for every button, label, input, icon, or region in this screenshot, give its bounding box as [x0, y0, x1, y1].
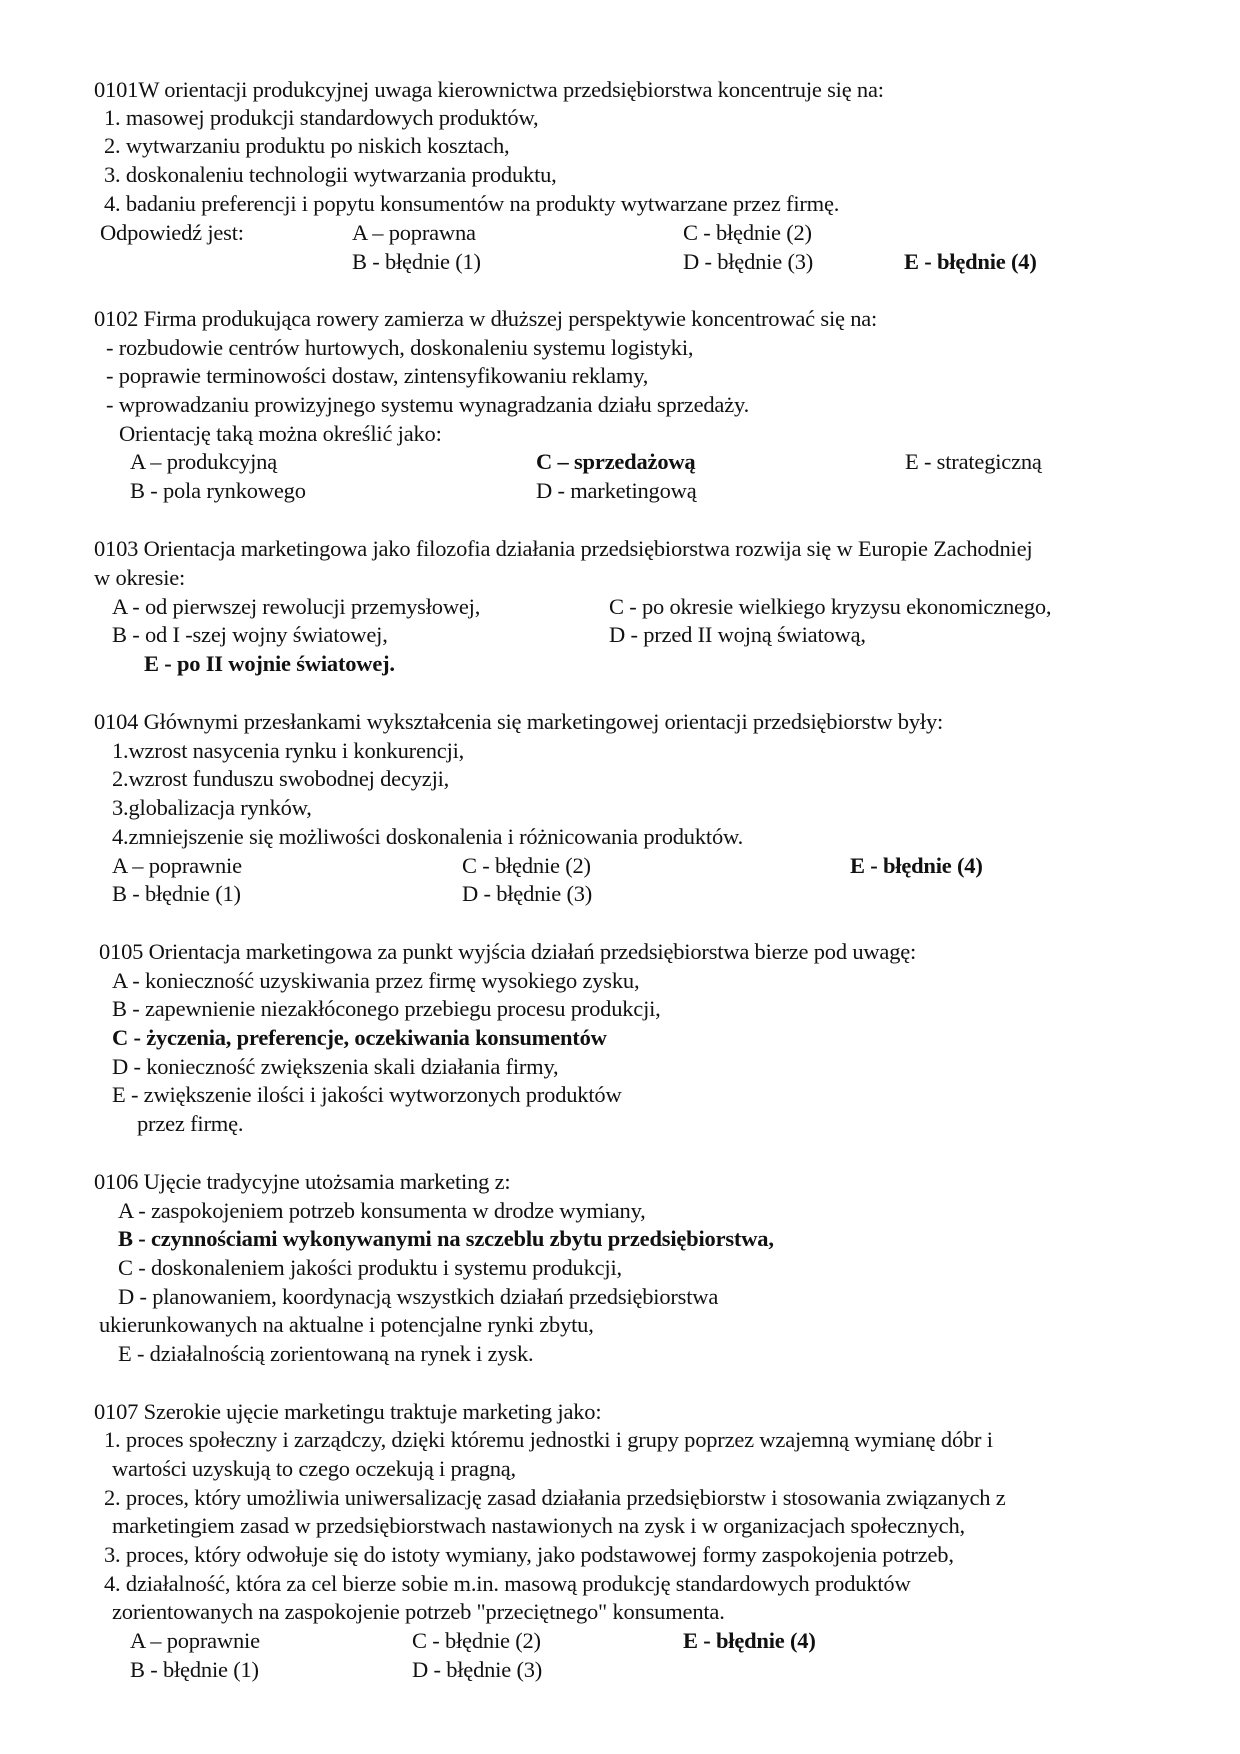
- question-item: 1. masowej produkcji standardowych produktów,: [104, 105, 539, 130]
- question-stem: 0105 Orientacja marketingowa za punkt wyjścia działań przedsiębiorstwa bierze pod uwagę:: [99, 939, 917, 964]
- answer-option: A – produkcyjną: [130, 449, 277, 474]
- question-stem: 0101W orientacji produkcyjnej uwaga kierownictwa przedsiębiorstwa koncentruje się na:: [94, 77, 884, 102]
- answer-option: D - planowaniem, koordynacją wszystkich działań przedsiębiorstwa: [118, 1284, 719, 1309]
- answer-label: Odpowiedź jest:: [100, 220, 244, 245]
- correct-answer: B - czynnościami wykonywanymi na szczeblu zbytu przedsiębiorstwa,: [118, 1226, 774, 1251]
- answer-option: D - błędnie (3): [412, 1657, 543, 1682]
- answer-option: D - przed II wojną światową,: [609, 622, 866, 647]
- question-item-continued: wartości uzyskują to czego oczekują i pragną,: [112, 1456, 516, 1481]
- correct-answer: E - błędnie (4): [683, 1628, 816, 1653]
- question-stem: 0104 Głównymi przesłankami wykształcenia się marketingowej orientacji przedsiębiorstw były:: [94, 709, 944, 734]
- question-stem: 0103 Orientacja marketingowa jako filozofia działania przedsiębiorstwa rozwija się w Europie Zachodniej: [94, 536, 1033, 561]
- answer-option: B - od I -szej wojny światowej,: [112, 622, 388, 647]
- question-item: 4.zmniejszenie się możliwości doskonalenia i różnicowania produktów.: [112, 824, 744, 849]
- answer-option: A - od pierwszej rewolucji przemysłowej,: [112, 594, 481, 619]
- question-item: - rozbudowie centrów hurtowych, doskonaleniu systemu logistyki,: [106, 335, 694, 360]
- answer-option-continued: ukierunkowanych na aktualne i potencjalne rynki zbytu,: [99, 1312, 594, 1337]
- answer-option: C - błędnie (2): [412, 1628, 541, 1653]
- answer-option: B - błędnie (1): [130, 1657, 259, 1682]
- answer-option: D - błędnie (3): [683, 249, 814, 274]
- question-item: 2. wytwarzaniu produktu po niskich kosztach,: [104, 133, 510, 158]
- answer-option: D - marketingową: [536, 478, 697, 503]
- answer-option: E - strategiczną: [905, 449, 1042, 474]
- question-item: 4. badaniu preferencji i popytu konsumentów na produkty wytwarzane przez firmę.: [104, 191, 840, 216]
- question-item-continued: zorientowanych na zaspokojenie potrzeb "przeciętnego" konsumenta.: [112, 1599, 725, 1624]
- question-item: 3. doskonaleniu technologii wytwarzania produktu,: [104, 162, 557, 187]
- question-item: 2.wzrost funduszu swobodnej decyzji,: [112, 766, 450, 791]
- question-item: 4. działalność, która za cel bierze sobie m.in. masową produkcję standardowych produktów: [104, 1571, 911, 1596]
- answer-option: D - błędnie (3): [462, 881, 593, 906]
- answer-option: C - doskonaleniem jakości produktu i systemu produkcji,: [118, 1255, 622, 1280]
- correct-answer: C - życzenia, preferencje, oczekiwania konsumentów: [112, 1025, 607, 1050]
- answer-option: A – poprawna: [352, 220, 476, 245]
- correct-answer: C – sprzedażową: [536, 449, 696, 474]
- question-item: 2. proces, który umożliwia uniwersalizację zasad działania przedsiębiorstw i stosowania związanych z: [104, 1485, 1006, 1510]
- answer-option: A – poprawnie: [112, 853, 242, 878]
- answer-option-continued: przez firmę.: [137, 1111, 244, 1136]
- answer-option: B - pola rynkowego: [130, 478, 306, 503]
- answer-option: D - konieczność zwiększenia skali działania firmy,: [112, 1054, 559, 1079]
- answer-option: A - konieczność uzyskiwania przez firmę wysokiego zysku,: [112, 968, 640, 993]
- answer-option: B - błędnie (1): [352, 249, 481, 274]
- answer-option: A – poprawnie: [130, 1628, 260, 1653]
- question-item: - poprawie terminowości dostaw, zintensyfikowaniu reklamy,: [106, 363, 649, 388]
- correct-answer: E - błędnie (4): [850, 853, 983, 878]
- question-stem: 0102 Firma produkująca rowery zamierza w dłuższej perspektywie koncentrować się na:: [94, 306, 878, 331]
- answer-option: A - zaspokojeniem potrzeb konsumenta w drodze wymiany,: [118, 1198, 646, 1223]
- question-item: 3.globalizacja rynków,: [112, 795, 312, 820]
- answer-option: C - błędnie (2): [462, 853, 591, 878]
- question-item: 3. proces, który odwołuje się do istoty wymiany, jako podstawowej formy zaspokojenia potrzeb,: [104, 1542, 954, 1567]
- question-stem: 0106 Ujęcie tradycyjne utożsamia marketing z:: [94, 1169, 511, 1194]
- question-stem-continued: w okresie:: [94, 565, 186, 590]
- question-item-continued: marketingiem zasad w przedsiębiorstwach nastawionych na zysk i w organizacjach społecznych,: [112, 1513, 965, 1538]
- question-item: Orientację taką można określić jako:: [119, 421, 442, 446]
- question-item: 1.wzrost nasycenia rynku i konkurencji,: [112, 738, 465, 763]
- question-item: 1. proces społeczny i zarządczy, dzięki któremu jednostki i grupy poprzez wzajemną wymianę dóbr i: [104, 1427, 993, 1452]
- answer-option: C - błędnie (2): [683, 220, 812, 245]
- question-item: - wprowadzaniu prowizyjnego systemu wynagradzania działu sprzedaży.: [106, 392, 750, 417]
- answer-option: E - działalnością zorientowaną na rynek i zysk.: [118, 1341, 534, 1366]
- correct-answer: E - błędnie (4): [904, 249, 1037, 274]
- correct-answer: E - po II wojnie światowej.: [144, 651, 395, 676]
- answer-option: C - po okresie wielkiego kryzysu ekonomicznego,: [609, 594, 1052, 619]
- question-stem: 0107 Szerokie ujęcie marketingu traktuje marketing jako:: [94, 1399, 602, 1424]
- answer-option: B - zapewnienie niezakłóconego przebiegu procesu produkcji,: [112, 996, 661, 1021]
- answer-option: B - błędnie (1): [112, 881, 241, 906]
- answer-option: E - zwiększenie ilości i jakości wytworzonych produktów: [112, 1082, 622, 1107]
